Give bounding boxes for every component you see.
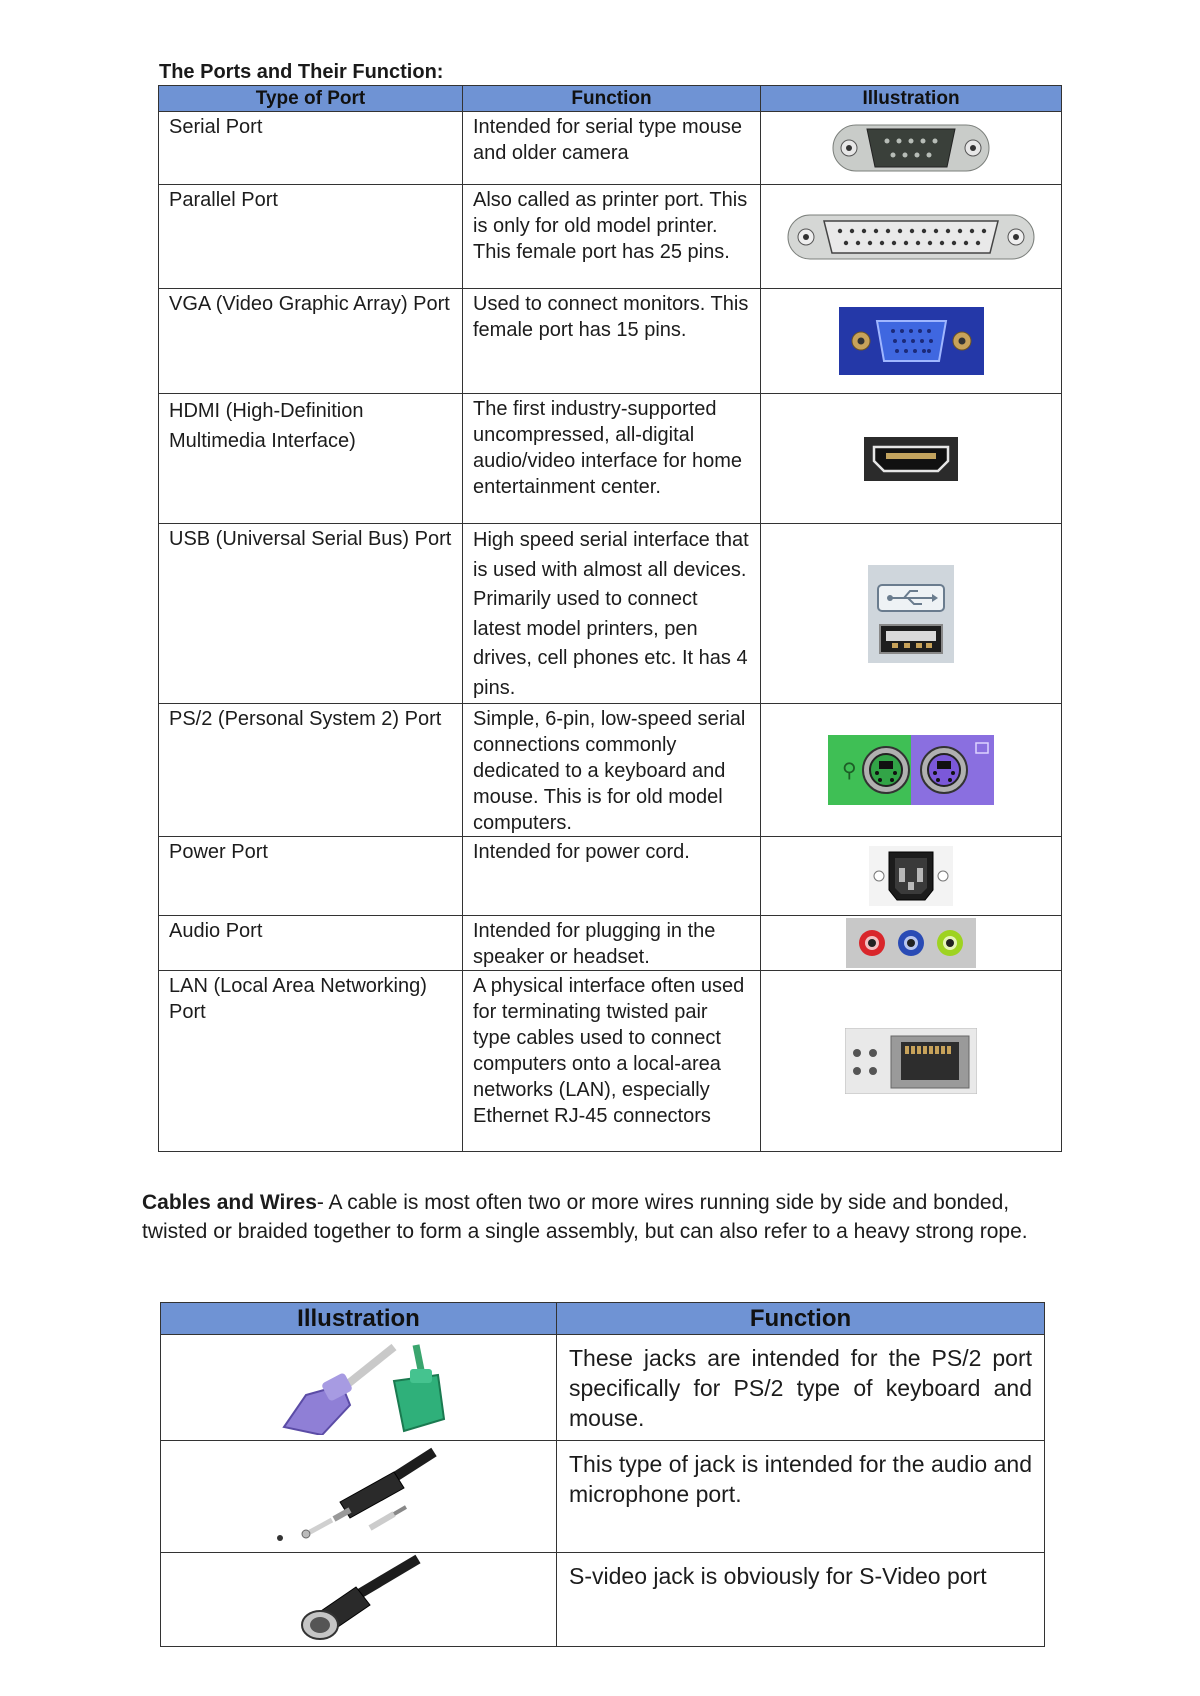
cables-table-header: [161, 1303, 1045, 1335]
port-type: VGA (Video Graphic Array) Port: [159, 289, 463, 394]
cable-function: These jacks are intended for the PS/2 port specifically for PS/2 type of keyboard and mouse.: [557, 1335, 1045, 1441]
port-type: Power Port: [159, 837, 463, 916]
table-row: [159, 837, 1062, 916]
port-type: LAN (Local Area Networking) Port: [159, 971, 463, 1152]
table-row: [159, 916, 1062, 971]
port-type: Serial Port: [159, 112, 463, 185]
s-video-jack-icon: [294, 1553, 424, 1641]
port-illustration: [761, 524, 1062, 704]
port-illustration: [761, 112, 1062, 185]
parallel-port-icon: [786, 209, 1036, 265]
port-illustration: [761, 916, 1062, 971]
ports-table-header: [159, 86, 1062, 112]
port-type: Audio Port: [159, 916, 463, 971]
power-port-icon: [869, 846, 953, 906]
table-row: [159, 704, 1062, 837]
port-illustration: [761, 289, 1062, 394]
cables-table: [160, 1302, 1045, 1647]
port-function: High speed serial interface that is used with almost all devices. Primarily used to connect latest model printers, pen drives, cell phones etc. It has 4 pins.: [463, 524, 761, 704]
table-row: [161, 1335, 1045, 1441]
serial-port-icon: [831, 117, 991, 179]
ps2-cable-icon: [264, 1335, 454, 1435]
svg-text:⚲: ⚲: [842, 760, 857, 782]
port-function: A physical interface often used for terminating twisted pair type cables used to connect computers onto a local-area networks (LAN), especially Ethernet RJ-45 connectors: [463, 971, 761, 1152]
port-function: Used to connect monitors. This female port has 15 pins.: [463, 289, 761, 394]
cables-intro: [142, 1188, 1062, 1246]
port-type: USB (Universal Serial Bus) Port: [159, 524, 463, 704]
ps2-port-icon: [828, 735, 994, 805]
vga-port-icon: [839, 307, 984, 375]
port-function: Also called as printer port. This is only for old model printer. This female port has 25 pins.: [463, 185, 761, 289]
cable-function: This type of jack is intended for the audio and microphone port.: [557, 1441, 1045, 1553]
header-illustration: Illustration: [161, 1303, 557, 1335]
cable-function: S-video jack is obviously for S-Video port: [557, 1553, 1045, 1647]
table-row: [159, 971, 1062, 1152]
table-row: [159, 185, 1062, 289]
port-illustration: [761, 837, 1062, 916]
port-illustration: [761, 704, 1062, 837]
table-row: [159, 524, 1062, 704]
ports-table: [158, 85, 1062, 1152]
usb-port-icon: [868, 565, 954, 663]
header-function: Function: [557, 1303, 1045, 1335]
table-row: [159, 112, 1062, 185]
header-type-of-port: Type of Port: [159, 86, 463, 112]
port-type: PS/2 (Personal System 2) Port: [159, 704, 463, 837]
cable-illustration: [161, 1553, 557, 1647]
cable-illustration: [161, 1441, 557, 1553]
cables-term: Cables and Wires: [142, 1191, 317, 1214]
lan-port-icon: [845, 1028, 977, 1094]
header-illustration: Illustration: [761, 86, 1062, 112]
port-function: Intended for serial type mouse and older camera: [463, 112, 761, 185]
header-function: Function: [463, 86, 761, 112]
port-illustration: [761, 185, 1062, 289]
port-function: Intended for plugging in the speaker or headset.: [463, 916, 761, 971]
port-function: Simple, 6-pin, low-speed serial connections commonly dedicated to a keyboard and mouse. This is for old model computers.: [463, 704, 761, 837]
table-row: [161, 1553, 1045, 1647]
table-row: [159, 394, 1062, 524]
port-illustration: [761, 971, 1062, 1152]
table-row: [159, 289, 1062, 394]
ports-section-title: The Ports and Their Function:: [159, 61, 444, 83]
cable-illustration: [161, 1335, 557, 1441]
audio-jack-icon: [274, 1444, 444, 1544]
port-type: HDMI (High-Definition Multimedia Interface): [159, 394, 463, 524]
port-function: Intended for power cord.: [463, 837, 761, 916]
port-type: Parallel Port: [159, 185, 463, 289]
port-function: The first industry-supported uncompressed, all-digital audio/video interface for home entertainment center.: [463, 394, 761, 524]
hdmi-port-icon: [864, 437, 958, 481]
cables-definition: - A cable is most often two or more wires running side by side and bonded, twisted or braided together to form a single assembly, but can also refer to a heavy strong rope.: [142, 1191, 1028, 1243]
port-illustration: [761, 394, 1062, 524]
audio-port-icon: [846, 918, 976, 968]
table-row: [161, 1441, 1045, 1553]
